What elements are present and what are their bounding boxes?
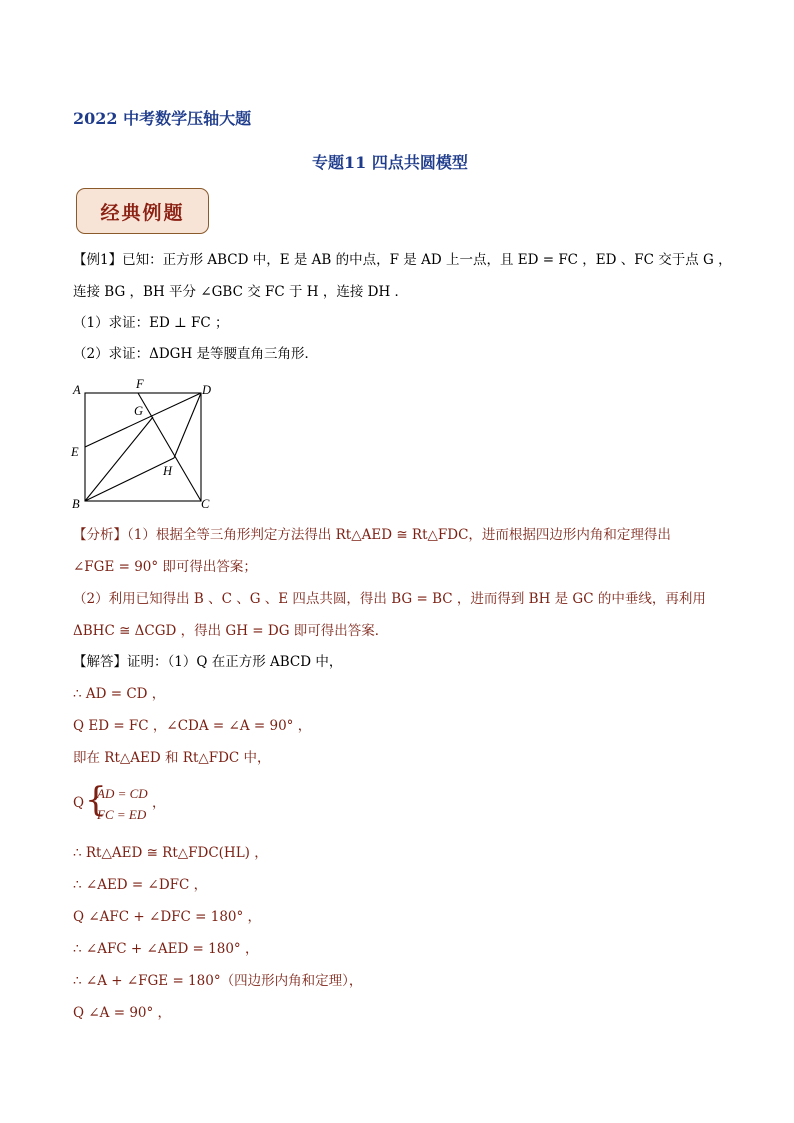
label-h: H [163, 464, 173, 478]
brace-lines [97, 783, 148, 825]
solution-line-2: ∴ AD = CD ， [73, 686, 166, 702]
solution-line-1: 【解答】证明：（1）Q 在正方形 ABCD 中， [73, 654, 343, 670]
label-b: B [72, 497, 80, 511]
label-d: D [202, 383, 212, 397]
segment-bh [85, 458, 174, 501]
label-f: F [136, 377, 144, 391]
brace-top: AD = CD [97, 786, 148, 801]
segment-bg [85, 417, 153, 501]
label-g: G [134, 404, 144, 418]
solution-line-11: Q ∠A = 90° ， [73, 1005, 172, 1021]
document-title: 专题11 四点共圆模型 [312, 153, 468, 172]
solution-line-7: ∴ ∠AED = ∠DFC ， [73, 877, 208, 893]
solution-line-10: ∴ ∠A + ∠FGE = 180°（四边形内角和定理）， [73, 973, 363, 989]
section-label: 经典例题 [100, 201, 185, 224]
label-a: A [73, 383, 81, 397]
solution-line-4: 即在 Rt△AED 和 Rt△FDC 中， [73, 750, 271, 766]
segment-dh [174, 393, 201, 458]
label-e: E [71, 445, 79, 459]
solution-line-8: Q ∠AFC + ∠DFC = 180° ， [73, 909, 262, 925]
because-symbol: Q [73, 795, 85, 811]
segment-fc [138, 393, 201, 501]
problem-line-2: 连接 BG ，BH 平分 ∠GBC 交 FC 于 H ，连接 DH ． [73, 284, 409, 300]
brace-bottom: FC = ED [97, 807, 147, 822]
problem-part-1: （1）求证：ED ⊥ FC ； [73, 315, 229, 331]
label-c: C [201, 497, 210, 511]
solution-line-9: ∴ ∠AFC + ∠AED = 180° ， [73, 941, 259, 957]
left-brace: { [85, 780, 107, 820]
solution-line-6: ∴ Rt△AED ≅ Rt△FDC(HL) ， [73, 845, 268, 861]
geometry-figure [60, 372, 230, 512]
analysis-line-4: ΔBHC ≅ ΔCGD ，得出 GH = DG 即可得出答案． [73, 623, 389, 639]
analysis-line-2: ∠FGE = 90° 即可得出答案； [73, 559, 257, 575]
analysis-line-3: （2）利用已知得出 B 、C 、G 、E 四点共圆，得出 BG = BC ，进而得到 BH 是 GC 的中垂线，再利用 [73, 591, 706, 607]
analysis-line-1: 【分析】（1）根据全等三角形判定方法得出 Rt△AED ≅ Rt△FDC，进而根据四边形内角和定理得出 [73, 527, 671, 543]
problem-line-1: 【例1】已知：正方形 ABCD 中，E 是 AB 的中点，F 是 AD 上一点，且 ED = FC ，ED 、FC 交于点 G ， [73, 252, 732, 268]
problem-part-2: （2）求证：ΔDGH 是等腰直角三角形． [73, 346, 319, 362]
series-title: 2022 中考数学压轴大题 [73, 109, 252, 128]
brace-tail: ， [152, 795, 166, 811]
solution-line-3: Q ED = FC ，∠CDA = ∠A = 90° ， [73, 718, 312, 734]
section-label-box [76, 188, 209, 234]
